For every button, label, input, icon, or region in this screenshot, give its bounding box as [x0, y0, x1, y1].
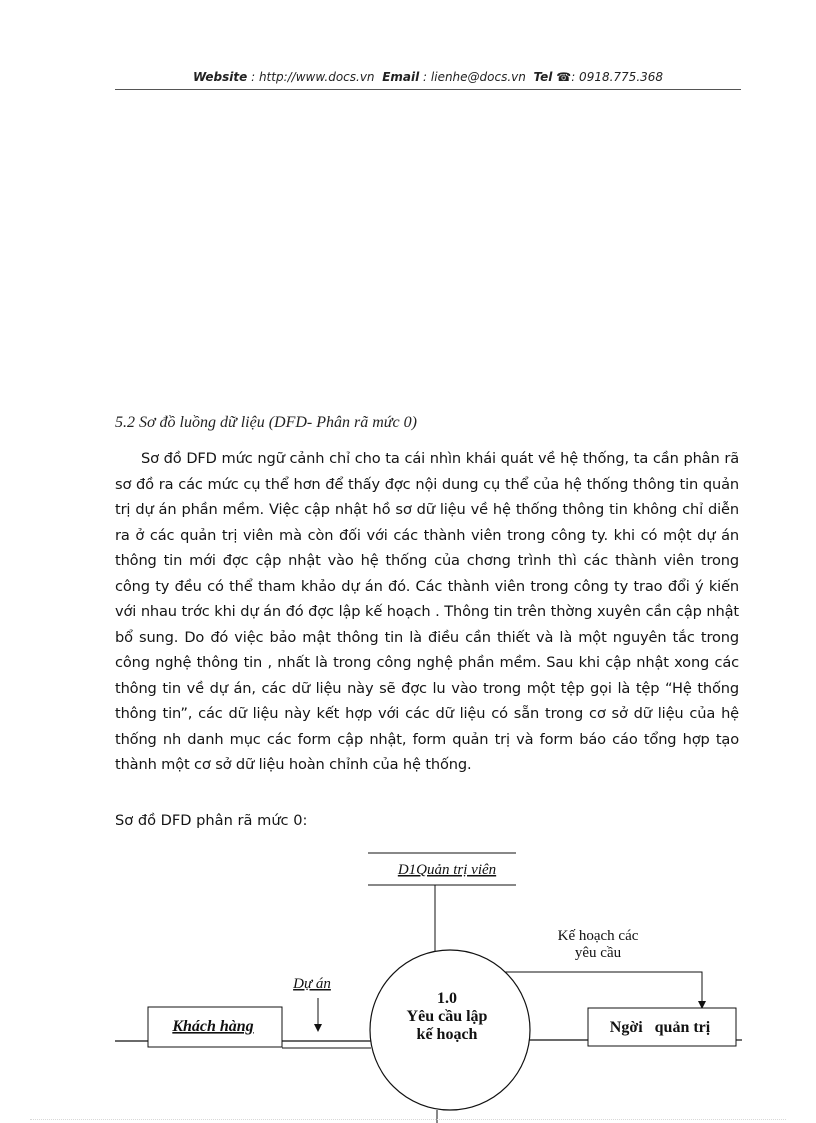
email-label: Email [382, 70, 420, 84]
website-label: Website [192, 70, 248, 84]
flow-to-admin [503, 972, 702, 1008]
flow-label-plan-line2: yêu cầu [574, 945, 622, 961]
process-name-line1: Yêu cầu lập [406, 1008, 488, 1025]
process-name-line2: kế hoạch [416, 1026, 478, 1043]
tel-label: Tel [533, 70, 553, 84]
footer-divider [30, 1119, 786, 1120]
page-header [115, 70, 741, 84]
website-value: : http://www.docs.vn [251, 70, 375, 84]
phone-icon: ☎ [556, 70, 572, 84]
body-paragraph: Sơ đồ DFD mức ngữ cảnh chỉ cho ta cái nhìn khái quát về hệ thống, ta cần phân rã sơ đồ ra các mức cụ thể hơn để thấy đợc nội dung cụ thể của hệ thống thông tin quản trị dự án phần mềm. Việc cập nhật hồ sơ dữ liệu về hệ thống thông tin không chỉ diễn ra ở các quản trị viên mà còn đối với các thành viên trong công ty. khi có một dự án thông tin mới đợc cập nhật vào hệ thống của chơng trình thì các thành viên trong công ty đều có thể tham khảo dự án đó. Các thành viên trong công ty trao đổi ý kiến với nhau trớc khi dự án đó đợc lập kế hoạch . Thông tin trên thờng xuyên cần cập nhật bổ sung. Do đó việc bảo mật thông tin là điều cần thiết và là một nguyên tắc trong công nghệ thông tin , nhất là trong công nghệ phần mềm. Sau khi cập nhật xong các thông tin về dự án, các dữ liệu này sẽ đợc lu vào trong một tệp gọi là tệp “Hệ thống thông tin”, các dữ liệu này kết hợp với các dữ liệu có sẵn trong cơ sở dữ liệu của hệ thống nh danh mục các form cập nhật, form quản trị và form báo cáo tổng hợp tạo thành một cơ sở dữ liệu hoàn chỉnh của hệ thống. [115, 450, 739, 773]
header-divider [115, 89, 741, 90]
diagram-caption: Sơ đồ DFD phân rã mức 0: [115, 812, 308, 829]
entity-customer-label: Khách hàng [172, 1018, 254, 1035]
email-value: : lienhe@docs.vn [423, 70, 526, 84]
tel-value: : 0918.775.368 [571, 70, 664, 84]
section-title: 5.2 Sơ đồ luồng dữ liệu (DFD- Phân rã mức 0) [115, 414, 417, 431]
flow-label-plan-line1: Kế hoạch các [557, 928, 639, 944]
process-number: 1.0 [437, 990, 457, 1007]
datastore-label: D1Quản trị viên [397, 862, 497, 878]
entity-admin-label: Ngời quản trị [609, 1019, 711, 1036]
flow-label-project: Dự án [293, 976, 331, 992]
dfd-diagram [0, 840, 816, 1123]
